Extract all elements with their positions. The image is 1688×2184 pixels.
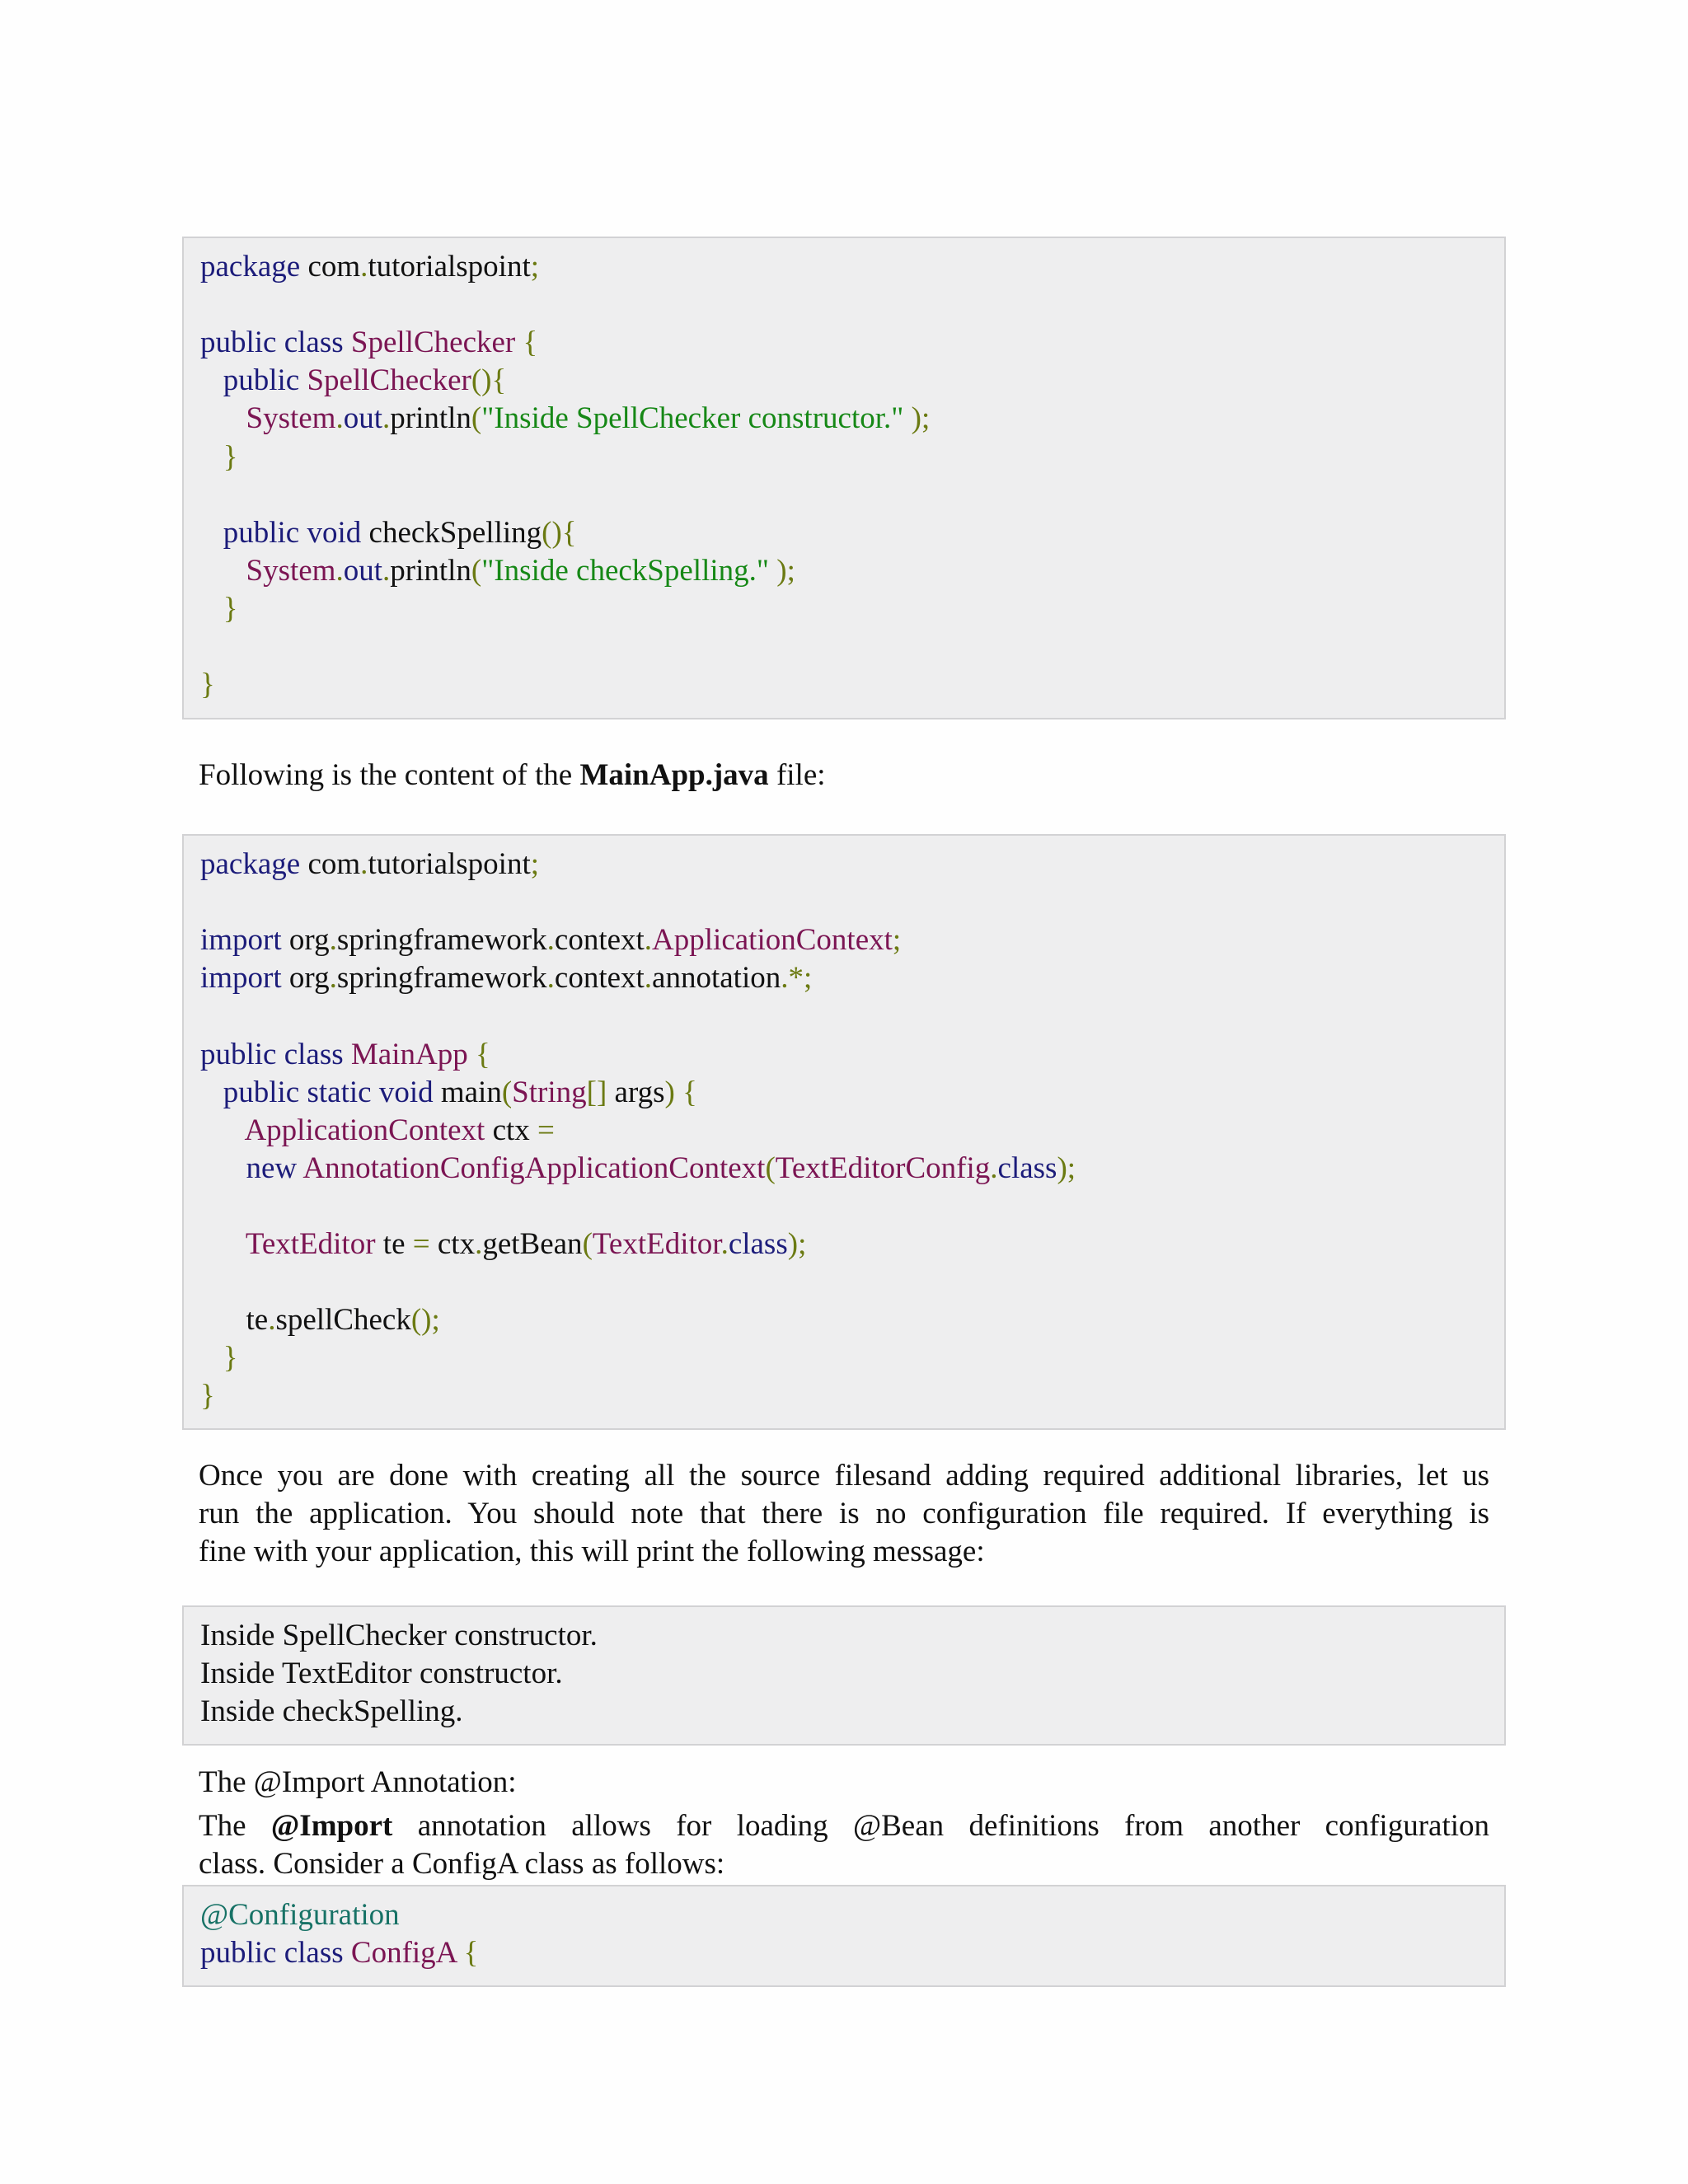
code-token: .	[360, 847, 368, 881]
code-token: new	[200, 1151, 303, 1185]
code-token: ;	[530, 847, 540, 881]
code-token: .*;	[781, 961, 813, 996]
code-block-mainapp	[182, 834, 1506, 1430]
code-line	[200, 959, 812, 997]
code-token: .	[475, 1227, 483, 1261]
code-token: .	[268, 1303, 276, 1338]
code-token: );	[787, 1227, 807, 1261]
code-token: public class	[200, 1037, 351, 1071]
intro-text-end: file:	[768, 758, 826, 792]
code-line	[200, 846, 539, 883]
code-token: .	[335, 553, 344, 588]
code-token: ctx	[485, 1113, 538, 1147]
code-token: System	[200, 401, 336, 436]
code-token: SpellChecker	[350, 326, 516, 360]
code-token: {	[456, 1936, 479, 1971]
code-token: );	[769, 553, 795, 588]
code-token: package	[200, 847, 301, 881]
code-token: MainApp	[350, 1037, 468, 1071]
code-token: (	[501, 1075, 513, 1109]
code-line	[200, 438, 238, 476]
code-token: context	[554, 923, 645, 958]
code-line	[200, 1377, 215, 1415]
code-line	[200, 1339, 238, 1377]
code-token: AnnotationConfigApplicationContext	[302, 1151, 766, 1185]
code-token: public void	[200, 515, 369, 550]
code-token: main	[440, 1075, 502, 1109]
paragraph-line: fine with your application, this will print the following message:	[199, 1535, 985, 1568]
code-token: out	[343, 401, 382, 436]
code-line	[200, 1036, 490, 1074]
code-token: org	[281, 961, 330, 996]
code-token: public	[200, 363, 307, 398]
code-token: Inside checkSpelling.	[200, 1694, 463, 1729]
intro-text: Following is the content of the	[199, 758, 580, 792]
code-line	[200, 590, 238, 628]
paragraph-import-description	[199, 1807, 1489, 1883]
code-line	[200, 514, 577, 552]
code-token: te	[200, 1303, 269, 1338]
code-token: public class	[200, 1936, 351, 1971]
code-token: args	[607, 1075, 665, 1109]
intro-filename: MainApp.java	[579, 758, 769, 792]
code-token: =	[412, 1227, 430, 1261]
code-token: annotation	[652, 961, 781, 996]
code-token: (	[471, 401, 482, 436]
code-line	[200, 362, 506, 400]
code-token: .	[329, 923, 337, 958]
code-token: ctx	[429, 1227, 476, 1261]
code-token: }	[200, 668, 215, 702]
code-line	[200, 921, 901, 959]
output-block	[182, 1605, 1506, 1746]
code-token: .	[990, 1151, 998, 1185]
code-token: {	[467, 1037, 490, 1071]
code-token: ;	[530, 250, 540, 284]
code-token: ApplicationContext	[200, 1113, 485, 1147]
code-token: springframework	[336, 961, 547, 996]
code-token: );	[1057, 1151, 1076, 1185]
code-token: ;	[892, 923, 902, 958]
code-token: tutorialspoint	[368, 847, 531, 881]
code-line	[200, 1655, 563, 1693]
code-token: package	[200, 250, 301, 284]
code-token: public static void	[200, 1075, 441, 1109]
code-token: .	[546, 961, 555, 996]
code-token: out	[343, 553, 382, 588]
code-token: }	[200, 591, 238, 626]
code-token: TextEditor	[200, 1227, 376, 1261]
code-token: public class	[200, 326, 351, 360]
code-token: }	[200, 1341, 238, 1376]
code-token: .	[382, 401, 391, 436]
code-token: (	[471, 553, 482, 588]
code-token: context	[554, 961, 645, 996]
code-token: "Inside SpellChecker constructor."	[481, 401, 904, 436]
code-token: println	[390, 553, 471, 588]
code-line	[200, 1074, 697, 1112]
code-line	[200, 400, 930, 438]
code-line	[200, 248, 539, 286]
code-token: .	[546, 923, 555, 958]
code-token: .	[329, 961, 337, 996]
code-token: import	[200, 923, 282, 958]
code-token: (){	[471, 363, 507, 398]
code-token: TextEditorConfig	[775, 1151, 991, 1185]
code-token: SpellChecker	[307, 363, 471, 398]
code-token: "Inside checkSpelling."	[481, 553, 769, 588]
code-token: class	[997, 1151, 1057, 1185]
code-token: getBean	[482, 1227, 583, 1261]
code-token: TextEditor	[592, 1227, 721, 1261]
code-token: Inside TextEditor constructor.	[200, 1657, 563, 1691]
code-token: (	[582, 1227, 593, 1261]
code-token: .	[335, 401, 344, 436]
code-token: @Configuration	[200, 1898, 400, 1932]
code-line	[200, 666, 215, 704]
code-token: =	[537, 1113, 555, 1147]
code-token: System	[200, 553, 336, 588]
import-desc-start: The	[199, 1809, 271, 1843]
code-token: .	[644, 923, 653, 958]
code-block-configa	[182, 1885, 1506, 1987]
code-token: org	[281, 923, 330, 958]
code-token: ApplicationContext	[652, 923, 893, 958]
code-token: .	[382, 553, 391, 588]
code-line	[200, 1150, 1076, 1188]
code-token: ();	[410, 1303, 440, 1338]
code-token: Inside SpellChecker constructor.	[200, 1619, 598, 1652]
code-line	[200, 1226, 806, 1263]
code-token: (){	[542, 515, 577, 550]
code-token: te	[375, 1227, 413, 1261]
code-line	[200, 1934, 478, 1972]
code-token: import	[200, 961, 282, 996]
paragraph-line: run the application. You should note that there is no configuration file required. If everything is	[199, 1497, 1489, 1530]
code-token: com	[300, 847, 361, 881]
paragraph-mainapp-intro	[199, 757, 1489, 794]
code-token: String	[512, 1075, 587, 1109]
code-token: []	[586, 1075, 607, 1109]
code-token: ) {	[664, 1075, 697, 1109]
code-line	[200, 1693, 463, 1731]
code-token: com	[300, 250, 361, 284]
code-token: println	[390, 401, 471, 436]
code-line	[200, 1301, 440, 1339]
paragraph-line: Once you are done with creating all the source filesand adding required additional libraries, let us	[199, 1459, 1489, 1493]
paragraph-run-instructions	[199, 1457, 1489, 1571]
code-token: {	[515, 326, 538, 360]
code-token: );	[903, 401, 931, 436]
code-token: .	[720, 1227, 729, 1261]
code-token: tutorialspoint	[368, 250, 531, 284]
code-line	[200, 552, 795, 590]
heading-import-annotation: The @Import Annotation:	[199, 1765, 517, 1799]
code-line	[200, 324, 537, 362]
paragraph-line: class. Consider a ConfigA class as follows:	[199, 1847, 725, 1881]
code-token: .	[360, 250, 368, 284]
import-desc-rest: annotation allows for loading @Bean definitions from another configuration	[392, 1809, 1490, 1843]
code-line	[200, 1112, 555, 1150]
code-line	[200, 1617, 598, 1655]
import-keyword: @Import	[270, 1809, 393, 1843]
code-token: .	[644, 961, 653, 996]
code-token: }	[200, 439, 238, 474]
code-token: }	[200, 1379, 215, 1413]
code-line	[200, 1896, 400, 1934]
code-block-spellchecker	[182, 237, 1506, 719]
code-token: (	[765, 1151, 776, 1185]
code-token: springframework	[336, 923, 547, 958]
code-token: checkSpelling	[368, 515, 542, 550]
code-token: spellCheck	[275, 1303, 411, 1338]
code-token: ConfigA	[350, 1936, 457, 1971]
code-token: class	[728, 1227, 788, 1261]
